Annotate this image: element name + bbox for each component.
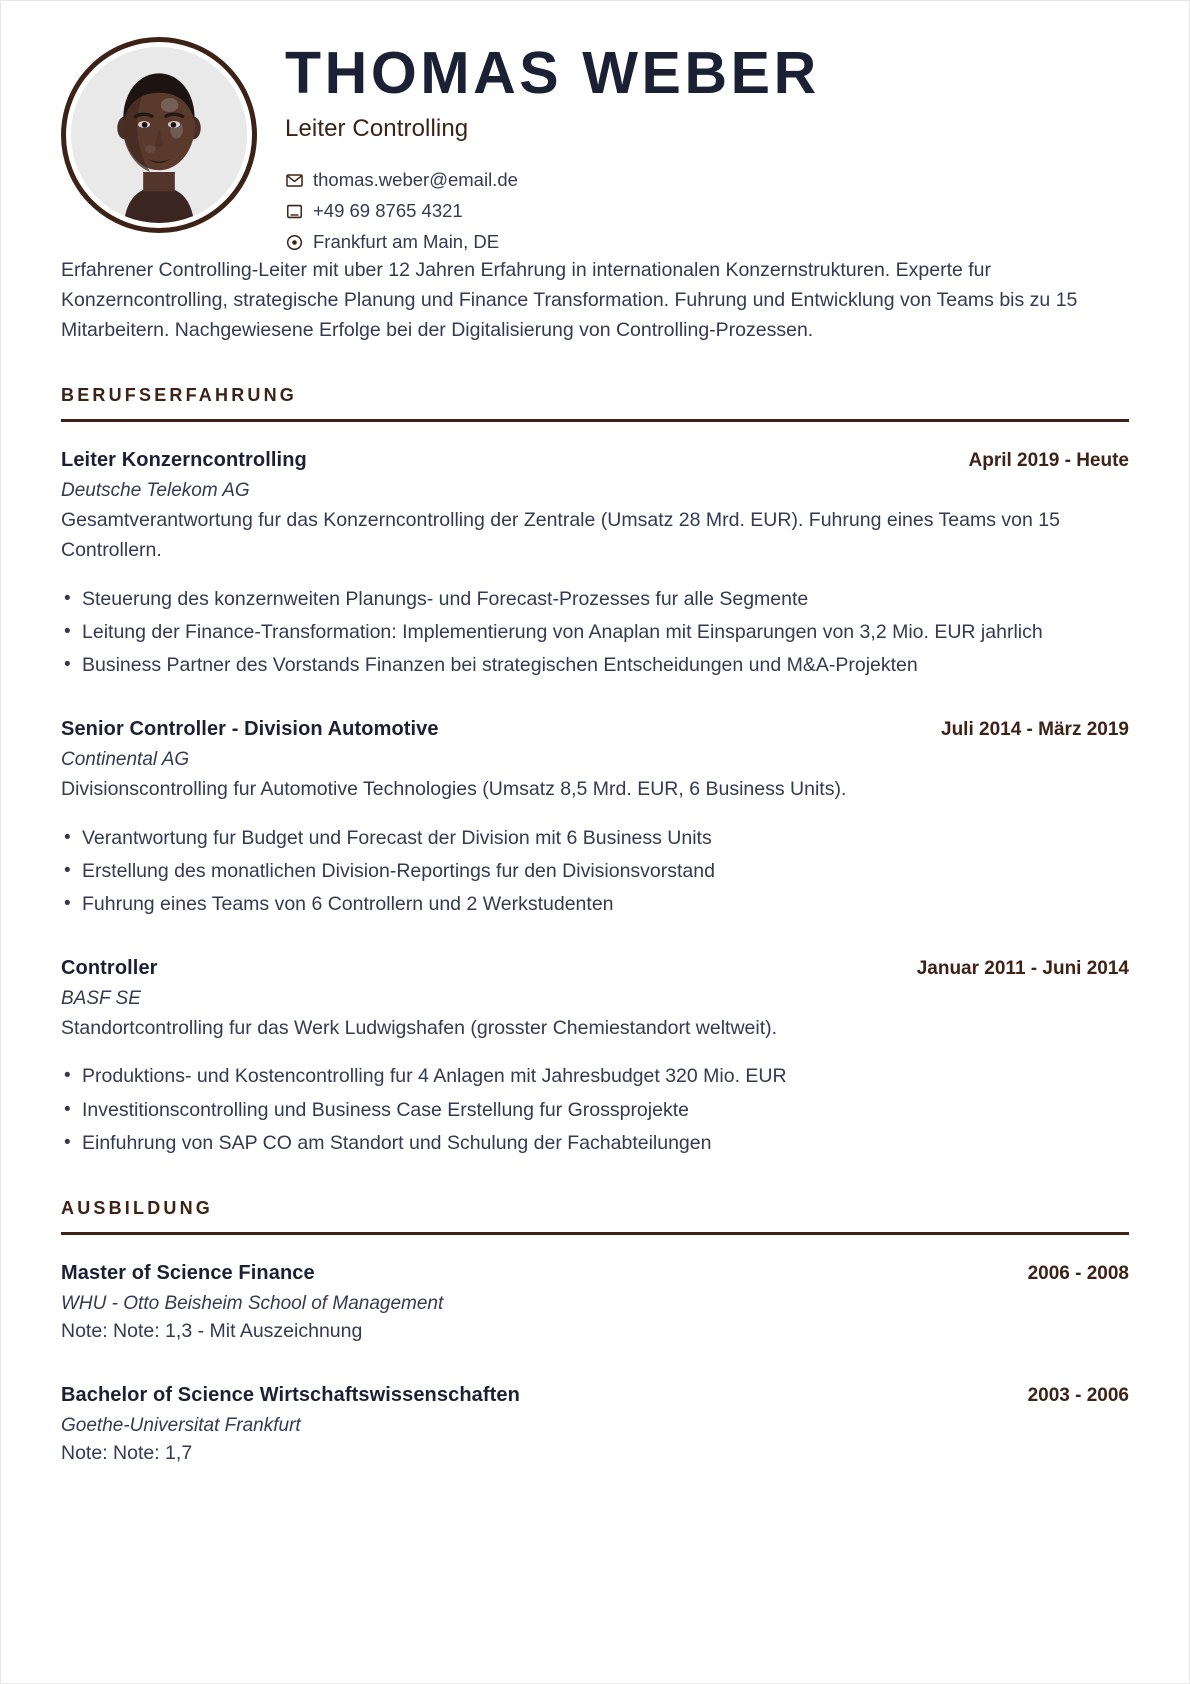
experience-description: Divisionscontrolling fur Automotive Technologies (Umsatz 8,5 Mrd. EUR, 6 Business Units). <box>61 778 847 801</box>
education-school: Goethe-Universitat Frankfurt <box>61 1415 301 1437</box>
list-item: • Verantwortung fur Budget und Forecast der Division mit 6 Business Units <box>61 823 1129 853</box>
experience-company: BASF SE <box>61 988 141 1010</box>
profile-summary: Erfahrener Controlling-Leiter mit uber 12 Jahren Erfahrung in internationalen Konzernstrukturen. Experte fur Konzerncontrolling, strategische Planung und Finance Transformation. Fuhrung und Entwicklung von Teams bis zu 15 Mitarbeitern. Nachgewiesene Erfolge bei der Digitalisierung von Controlling-Prozessen. <box>61 259 1078 342</box>
experience-bullet-list <box>61 823 1129 920</box>
section-education <box>61 1198 1129 1469</box>
contact-location[interactable] <box>285 231 1129 253</box>
location-pin-icon <box>285 233 304 252</box>
education-date: 2003 - 2006 <box>1027 1385 1129 1407</box>
list-item: • Steuerung des konzernweiten Planungs- und Forecast-Prozesses fur alle Segmente <box>61 584 1129 614</box>
education-entry <box>61 1384 1129 1468</box>
list-item: • Fuhrung eines Teams von 6 Controllern und 2 Werkstudenten <box>61 889 1129 919</box>
contact-list <box>285 169 1129 253</box>
list-item: • Leitung der Finance-Transformation: Implementierung von Anaplan mit Einsparungen von 3,2 Mio. EUR jahrlich <box>61 617 1129 647</box>
header-text-block <box>285 37 1129 253</box>
experience-bullet-list <box>61 584 1129 681</box>
experience-entry <box>61 449 1129 680</box>
education-entry-header <box>61 1384 1129 1407</box>
experience-role: Senior Controller - Division Automotive <box>61 718 439 741</box>
contact-phone[interactable] <box>285 200 1129 222</box>
contact-email-value: thomas.weber@email.de <box>313 169 518 191</box>
list-item: • Erstellung des monatlichen Division-Reportings fur den Divisionsvorstand <box>61 856 1129 886</box>
experience-entry-header <box>61 718 1129 741</box>
education-entry-header <box>61 1262 1129 1285</box>
portrait-illustration <box>71 47 247 223</box>
email-icon <box>285 171 304 190</box>
education-grade: Note: Note: 1,3 - Mit Auszeichnung <box>61 1320 363 1343</box>
experience-date: Januar 2011 - Juni 2014 <box>916 958 1129 980</box>
experience-entry-header <box>61 449 1129 472</box>
education-degree: Bachelor of Science Wirtschaftswissenschaften <box>61 1384 520 1407</box>
contact-email[interactable] <box>285 169 1129 191</box>
education-degree: Master of Science Finance <box>61 1262 315 1285</box>
experience-description: Gesamtverantwortung fur das Konzerncontrolling der Zentrale (Umsatz 28 Mrd. EUR). Fuhrung eines Teams von 15 Controllern. <box>61 509 1060 562</box>
avatar-image <box>71 47 247 223</box>
avatar <box>61 37 257 233</box>
experience-date: April 2019 - Heute <box>968 450 1129 472</box>
experience-entry <box>61 957 1129 1158</box>
education-school: WHU - Otto Beisheim School of Management <box>61 1293 444 1315</box>
education-grade: Note: Note: 1,7 <box>61 1442 193 1465</box>
list-item: • Investitionscontrolling und Business Case Erstellung fur Grossprojekte <box>61 1095 1129 1125</box>
experience-company: Deutsche Telekom AG <box>61 480 250 502</box>
phone-icon <box>285 202 304 221</box>
section-divider <box>61 419 1129 422</box>
section-experience <box>61 385 1129 1158</box>
education-entry <box>61 1262 1129 1346</box>
experience-bullet-list <box>61 1061 1129 1158</box>
experience-description: Standortcontrolling fur das Werk Ludwigshafen (grosster Chemiestandort weltweit). <box>61 1017 778 1040</box>
resume-header <box>61 37 1129 253</box>
page-title: THOMAS WEBER <box>285 40 820 106</box>
experience-role: Leiter Konzerncontrolling <box>61 449 307 472</box>
contact-location-value: Frankfurt am Main, DE <box>313 231 500 253</box>
section-divider <box>61 1232 1129 1235</box>
section-title-experience: BERUFSERFAHRUNG <box>61 385 298 406</box>
list-item: • Produktions- und Kostencontrolling fur 4 Anlagen mit Jahresbudget 320 Mio. EUR <box>61 1061 1129 1091</box>
experience-entry <box>61 718 1129 919</box>
list-item: • Business Partner des Vorstands Finanzen bei strategischen Entscheidungen und M&A-Projekten <box>61 650 1129 680</box>
experience-entry-header <box>61 957 1129 980</box>
experience-role: Controller <box>61 957 158 980</box>
experience-company: Continental AG <box>61 749 190 771</box>
experience-date: Juli 2014 - März 2019 <box>941 719 1129 741</box>
contact-phone-value: +49 69 8765 4321 <box>313 200 463 222</box>
list-item: • Einfuhrung von SAP CO am Standort und Schulung der Fachabteilungen <box>61 1128 1129 1158</box>
section-title-education: AUSBILDUNG <box>61 1198 213 1219</box>
job-title: Leiter Controlling <box>285 115 469 143</box>
education-date: 2006 - 2008 <box>1027 1263 1129 1285</box>
